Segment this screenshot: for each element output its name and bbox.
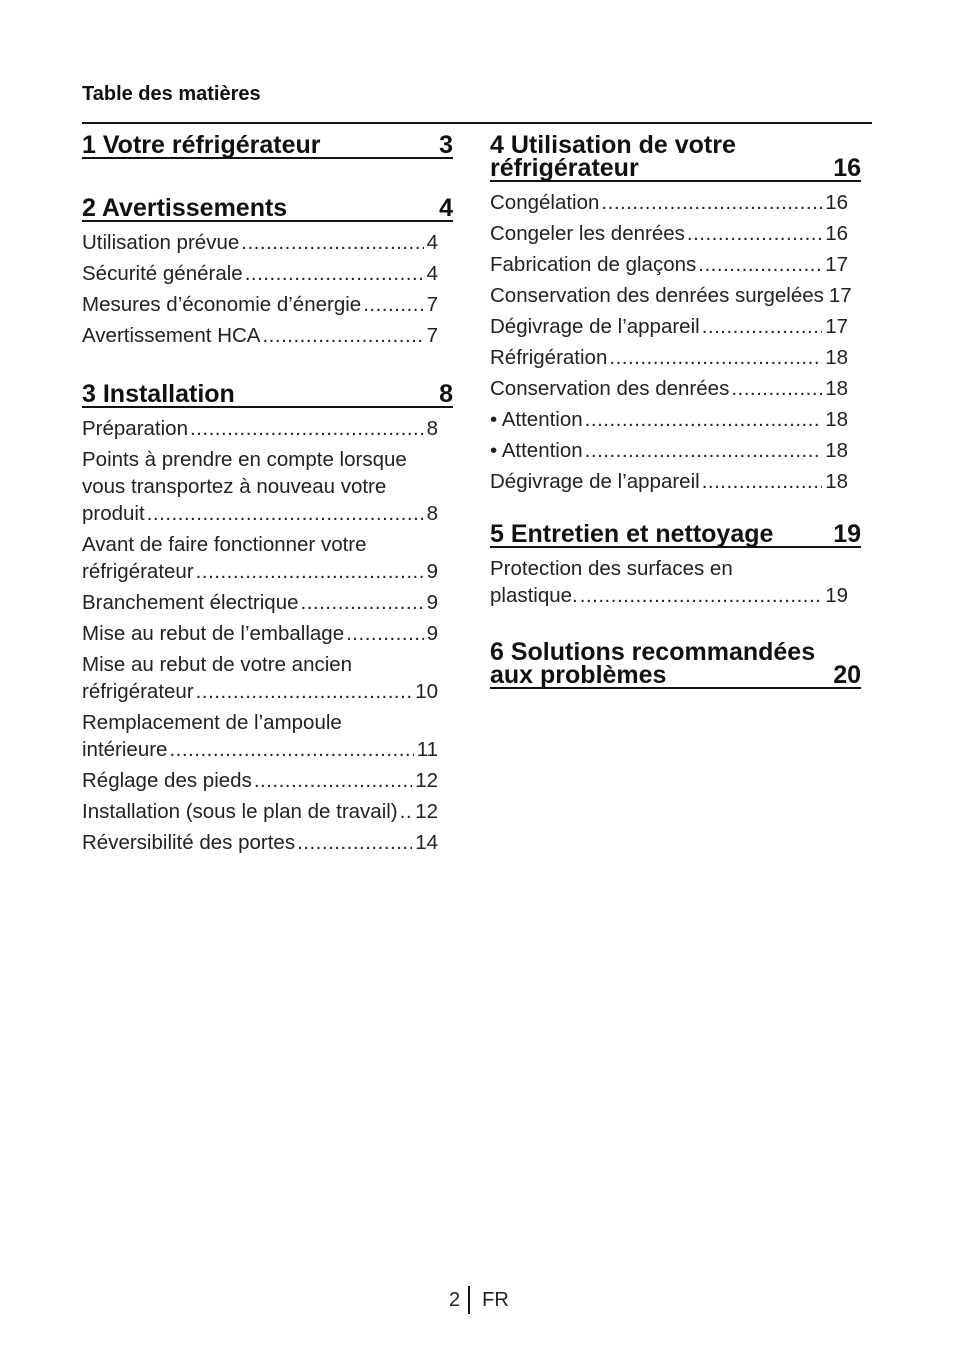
section-title: 3 Installation [82, 380, 235, 408]
dot-leader [702, 313, 823, 340]
toc-entry[interactable] [82, 649, 438, 707]
toc-entry-text: Réfrigération [490, 346, 608, 369]
dot-leader [585, 437, 823, 464]
toc-entry-text-start: Avant de faire fonctionner votre [82, 533, 367, 556]
dot-leader [609, 344, 822, 371]
dot-leader [254, 767, 412, 794]
toc-section [490, 131, 861, 497]
toc-entry-text: Dégivrage de l’appareil [490, 315, 700, 338]
dot-leader [687, 220, 822, 247]
dot-leader [601, 189, 822, 216]
toc-entry-text: Installation (sous le plan de travail) [82, 800, 398, 823]
toc-entry-page: 11 [416, 738, 438, 761]
toc-entry-page: 9 [426, 591, 438, 614]
page-title: Table des matières [82, 83, 261, 105]
toc-entry-page: 4 [426, 231, 438, 254]
toc-entry-page: 18 [825, 439, 848, 462]
toc-entry[interactable] [490, 342, 848, 373]
dot-leader [731, 375, 822, 402]
section-heading[interactable] [82, 380, 453, 408]
language-code: FR [482, 1288, 509, 1311]
toc-entry-page: 18 [825, 408, 848, 431]
toc-entry[interactable] [82, 529, 438, 587]
toc-entry-list [82, 227, 453, 351]
toc-entry-text: produit [82, 502, 145, 525]
toc-left-column [82, 124, 453, 858]
toc-entry[interactable] [490, 249, 848, 280]
dot-leader [301, 589, 424, 616]
section-heading[interactable] [490, 638, 861, 689]
toc-section [490, 520, 861, 611]
dot-leader [346, 620, 423, 647]
dot-leader [147, 500, 424, 527]
dot-leader [400, 798, 413, 825]
toc-entry-text: réfrigérateur [82, 680, 194, 703]
dot-leader [580, 582, 822, 609]
toc-section [82, 380, 453, 858]
toc-entry[interactable] [82, 413, 438, 444]
toc-entry-text: Mesures d’économie d’énergie [82, 293, 362, 316]
toc-entry-text: réfrigérateur [82, 560, 194, 583]
toc-entry[interactable] [82, 289, 438, 320]
toc-entry-page: 9 [426, 560, 438, 583]
dot-leader [169, 736, 413, 763]
section-page-number: 3 [439, 131, 453, 159]
section-heading[interactable] [490, 131, 861, 182]
toc-entry[interactable] [490, 187, 848, 218]
toc-entry[interactable] [82, 258, 438, 289]
toc-entry[interactable] [82, 796, 438, 827]
toc-entry-text: Congélation [490, 191, 600, 214]
dot-leader [245, 260, 424, 287]
toc-entry-page: 18 [825, 346, 848, 369]
section-title: 2 Avertissements [82, 194, 288, 222]
section-page-number: 4 [439, 194, 453, 222]
toc-entry-page: 17 [825, 315, 848, 338]
toc-entry-text: Dégivrage de l’appareil [490, 470, 700, 493]
toc-entry[interactable] [490, 218, 848, 249]
toc-entry-page: 18 [825, 470, 848, 493]
toc-entry[interactable] [490, 280, 852, 311]
toc-entry-page: 7 [426, 324, 438, 347]
dot-leader [297, 829, 412, 856]
toc-entry-list [490, 187, 861, 497]
page-number: 2 [449, 1288, 461, 1311]
dot-leader [241, 229, 423, 256]
toc-section [82, 194, 453, 351]
toc-entry[interactable] [82, 618, 438, 649]
toc-entry-text: Mise au rebut de l’emballage [82, 622, 345, 645]
toc-right-column [490, 124, 861, 689]
toc-entry-page: 16 [825, 222, 848, 245]
section-title: 5 Entretien et nettoyage [490, 520, 774, 548]
toc-entry-list [82, 413, 453, 858]
toc-entry[interactable] [82, 227, 438, 258]
toc-entry-page: 7 [426, 293, 438, 316]
toc-section [82, 131, 453, 159]
toc-entry-list [490, 553, 861, 611]
toc-entry-text: Utilisation prévue [82, 231, 240, 254]
dot-leader [363, 291, 423, 318]
toc-entry-text: Congeler les denrées [490, 222, 685, 245]
toc-entry-page: 18 [825, 377, 848, 400]
toc-entry[interactable] [82, 444, 438, 529]
section-page-number: 8 [439, 380, 453, 408]
toc-entry-text: Préparation [82, 417, 188, 440]
toc-entry-page: 8 [426, 502, 438, 525]
toc-entry-page: 14 [415, 831, 438, 854]
page-footer [449, 1286, 509, 1314]
section-page-number: 19 [833, 520, 861, 548]
toc-entry-text: Avertissement HCA [82, 324, 261, 347]
toc-entry-text: Branchement électrique [82, 591, 299, 614]
toc-entry-text: • Attention [490, 439, 583, 462]
toc-entry-page: 9 [426, 622, 438, 645]
toc-entry-page: 8 [426, 417, 438, 440]
section-page-number: 16 [833, 154, 861, 182]
toc-entry-text-start: Points à prendre en compte lorsque vous transportez à nouveau votre [82, 448, 407, 498]
dot-leader [698, 251, 822, 278]
dot-leader [702, 468, 823, 495]
toc-entry[interactable] [82, 707, 438, 765]
section-heading[interactable] [490, 520, 861, 548]
toc-entry[interactable] [82, 765, 438, 796]
toc-entry[interactable] [82, 587, 438, 618]
toc-entry[interactable] [490, 404, 848, 435]
section-title: 1 Votre réfrigérateur [82, 131, 321, 159]
toc-entry-page: 12 [415, 769, 438, 792]
dot-leader [585, 406, 823, 433]
toc-entry-text-start: Mise au rebut de votre ancien [82, 653, 353, 676]
section-page-number: 20 [833, 661, 861, 689]
toc-entry-text: • Attention [490, 408, 583, 431]
toc-entry[interactable] [490, 373, 848, 404]
toc-entry[interactable] [490, 435, 848, 466]
toc-entry-text: intérieure [82, 738, 168, 761]
toc-entry-page: 12 [415, 800, 438, 823]
toc-entry-text: Conservation des denrées [490, 377, 730, 400]
toc-section [490, 638, 861, 689]
toc-entry[interactable] [490, 466, 848, 497]
toc-entry-page: 4 [426, 262, 438, 285]
toc-entry-page: 17 [828, 284, 852, 307]
dot-leader [262, 322, 423, 349]
toc-entry-text: plastique. [490, 584, 578, 607]
toc-entry-text: Fabrication de glaçons [490, 253, 697, 276]
toc-entry[interactable] [490, 311, 848, 342]
toc-entry-text: Sécurité générale [82, 262, 243, 285]
dot-leader [196, 558, 424, 585]
section-heading[interactable] [82, 194, 453, 222]
toc-entry-page: 17 [825, 253, 848, 276]
toc-entry-text-start: Protection des surfaces en [490, 557, 733, 580]
dot-leader [190, 415, 424, 442]
toc-entry-page: 10 [415, 680, 438, 703]
toc-entry-page: 16 [825, 191, 848, 214]
toc-entry-text: Réglage des pieds [82, 769, 252, 792]
toc-entry-text: Réversibilité des portes [82, 831, 296, 854]
section-heading[interactable] [82, 131, 453, 159]
toc-entry[interactable] [82, 320, 438, 351]
toc-entry-page: 19 [825, 584, 848, 607]
toc-entry[interactable] [82, 827, 438, 858]
toc-entry-text: Conservation des denrées surgelées [490, 284, 824, 307]
dot-leader [196, 678, 413, 705]
toc-entry[interactable] [490, 553, 848, 611]
section-title: 4 Utilisation de votre réfrigérateur [490, 131, 736, 182]
section-title: 6 Solutions recommandées aux problèmes [490, 638, 816, 689]
toc-entry-text-start: Remplacement de l’ampoule [82, 711, 342, 734]
